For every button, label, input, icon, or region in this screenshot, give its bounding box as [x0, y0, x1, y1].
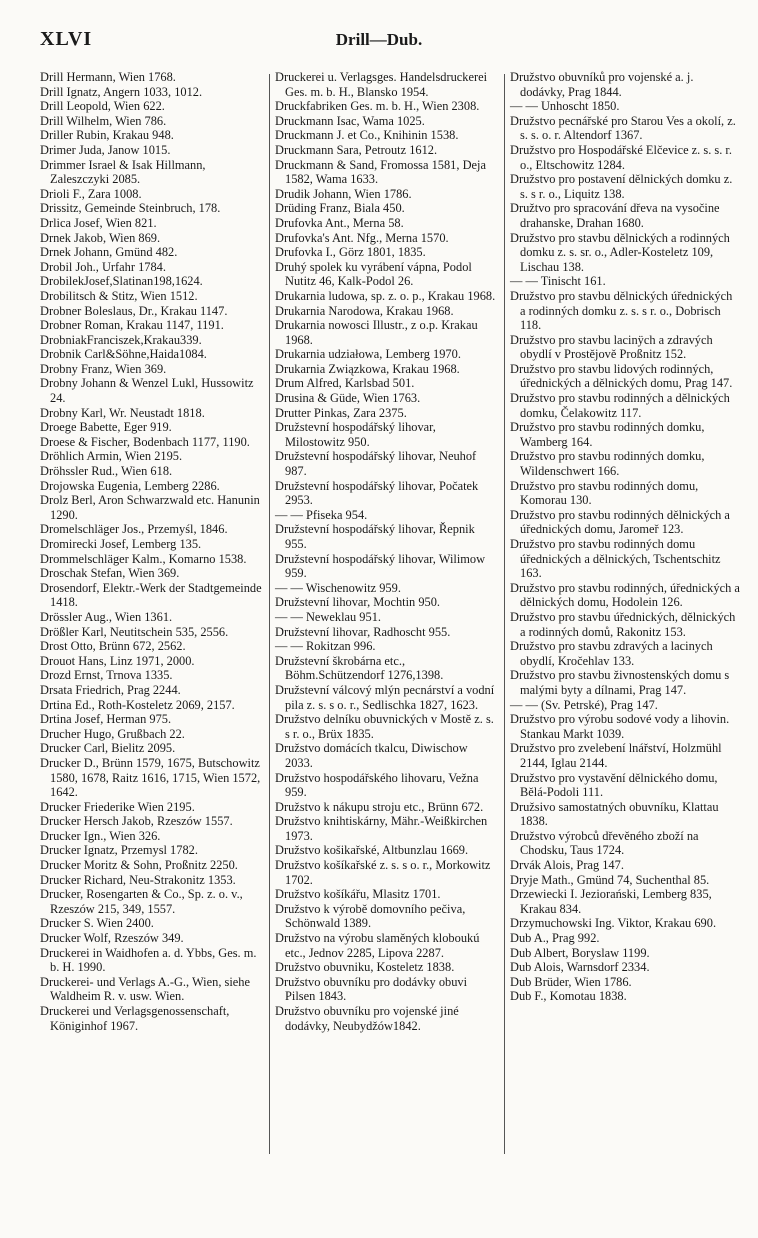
- directory-entry: Družstvo domácích tkalcu, Diwischow 2033.: [275, 741, 468, 770]
- directory-entry: Druckfabriken Ges. m. b. H., Wien 2308.: [275, 99, 480, 114]
- directory-entry: Družstevní hospodářský lihovar, Řepnik 955.: [275, 522, 475, 551]
- directory-entry: Družstvo pro stavbu lacinÿch a zdravých obydlí v Prostějově Proßnitz 152.: [510, 332, 713, 362]
- directory-entry: Druckmann J. et Co., Knihinin 1538.: [275, 128, 459, 143]
- directory-entry: Družstvo košíkařské z. s. s o. r., Morkowitz 1702.: [275, 858, 491, 887]
- directory-entry: Drucker Wolf, Rzeszów 349.: [40, 931, 184, 946]
- directory-entry: Dub Brüder, Wien 1786.: [510, 974, 632, 989]
- directory-entry: Drucker Richard, Neu-Strakonitz 1353.: [40, 872, 236, 887]
- directory-entry: Drusina & Güde, Wien 1763.: [275, 391, 421, 406]
- directory-entry: — — Rokitzan 996.: [275, 639, 376, 654]
- directory-entry: Dröhlich Armin, Wien 2195.: [40, 449, 183, 464]
- directory-entry: Druckerei u. Verlagsges. Handelsdruckerei Ges. m. b. H., Blansko 1954.: [275, 70, 488, 99]
- directory-entry: Druckmann Sara, Petroutz 1612.: [275, 142, 438, 157]
- directory-entry: Družstvo košíkářu, Mlasitz 1701.: [275, 887, 441, 902]
- directory-entry: Družstvo obuvníku pro vojenské jiné dodávky, Neubydžów1842.: [275, 1004, 459, 1033]
- column-divider: [269, 74, 270, 1154]
- directory-entry: DrobniakFranciszek,Krakau339.: [40, 332, 202, 347]
- directory-entry: Drukarnia ludowa, sp. z. o. p., Krakau 1968.: [275, 288, 496, 303]
- directory-entry: Drufovka Ant., Merna 58.: [275, 215, 404, 230]
- directory-entry: Družstevní hospodářský lihovar, Milostowitz 950.: [275, 420, 436, 449]
- page-header: [0, 28, 758, 58]
- directory-entry: Droege Babette, Eger 919.: [40, 420, 172, 435]
- directory-entry: Drukarnia Związkowa, Krakau 1968.: [275, 361, 460, 376]
- column-2: [275, 70, 497, 1033]
- directory-entry: — — Tinischt 161.: [510, 274, 606, 289]
- directory-entry: Drzewiecki I. Jeziorański, Lemberg 835, Krakau 834.: [510, 887, 712, 916]
- directory-entry: Drojowska Eugenia, Lemberg 2286.: [40, 478, 220, 493]
- directory-entry: Drobner Roman, Krakau 1147, 1191.: [40, 318, 224, 333]
- directory-entry: Dryje Math., Gmünd 74, Suchenthal 85.: [510, 872, 710, 887]
- directory-entry: Družstvo obuvníku pro dodávky obuvi Pilsen 1843.: [275, 974, 468, 1004]
- directory-entry: Družstvo pro stavbu úřednických, dělnických a rodinných domů, Rakonitz 153.: [510, 609, 736, 639]
- directory-entry: Drost Otto, Brünn 672, 2562.: [40, 639, 186, 654]
- directory-entry: Drvák Alois, Prag 147.: [510, 858, 624, 873]
- directory-entry: Družstvo pro stavbu zdravých a lacinych obydlí, Kročehlav 133.: [510, 639, 713, 668]
- directory-entry: Drobny Karl, Wr. Neustadt 1818.: [40, 405, 205, 420]
- directory-entry: Drill Leopold, Wien 622.: [40, 99, 165, 114]
- column-1: [40, 70, 262, 1033]
- directory-entry: Družstevní válcový mlýn pecnárství a vodní pila z. s. s o. r., Sedlischka 1827, 1623.: [275, 682, 495, 712]
- directory-entry: Drobil Joh., Urfahr 1784.: [40, 259, 166, 274]
- directory-entry: Družstvo pro stavbu rodinných domku, Wildenschwert 166.: [510, 449, 705, 479]
- directory-entry: Dromirecki Josef, Lemberg 135.: [40, 537, 202, 551]
- directory-entry: Drukarnia Narodowa, Krakau 1968.: [275, 303, 454, 318]
- directory-entry: Družstvo pro stavbu rodinných, úřednických a dělnických domu, Hodolein 126.: [510, 580, 740, 610]
- directory-entry: DrobilekJosef,Slatinan198,1624.: [40, 274, 203, 289]
- directory-entry: Drufovka I., Görz 1801, 1835.: [275, 245, 426, 260]
- directory-entry: Drolz Berl, Aron Schwarzwald etc. Hanunin 1290.: [40, 493, 260, 522]
- running-title: Drill—Dub.: [335, 30, 423, 49]
- directory-entry: Družstevní lihovar, Mochtin 950.: [275, 595, 441, 610]
- directory-entry: Drobny Johann & Wenzel Lukl, Hussowitz 24.: [40, 376, 254, 406]
- directory-entry: Družstvo pro stavbu živnostenských domu s malými byty a dílnami, Prag 147.: [510, 668, 730, 697]
- directory-entry: Drimmer Israel & Isak Hillmann, Zaleszczyki 2085.: [40, 157, 206, 187]
- directory-entry: Drucker Hersch Jakob, Rzeszów 1557.: [40, 814, 233, 829]
- directory-entry: Droschak Stefan, Wien 369.: [40, 566, 180, 581]
- directory-entry: Dub A., Prag 992.: [510, 931, 600, 946]
- column-divider: [504, 74, 505, 1154]
- directory-entry: Družstvo obuvniku, Kosteletz 1838.: [275, 960, 455, 975]
- directory-entry: Družstvo košikařské, Altbunzlau 1669.: [275, 843, 469, 858]
- directory-entry: Drucher Hugo, Grußbach 22.: [40, 726, 185, 741]
- directory-entry: Drössler Aug., Wien 1361.: [40, 609, 173, 624]
- directory-entry: Drucker, Rosengarten & Co., Sp. z. o. v., Rzeszów 215, 349, 1557.: [40, 887, 243, 916]
- directory-entry: Drutter Pinkas, Zara 2375.: [275, 405, 407, 420]
- directory-entry: Druckerei in Waidhofen a. d. Ybbs, Ges. m. b. H. 1990.: [40, 945, 257, 975]
- directory-entry: Družstevní hospodářský lihovar, Wilimow 959.: [275, 551, 486, 581]
- directory-entry: Drimer Juda, Janow 1015.: [40, 142, 171, 157]
- directory-entry: Drioli F., Zara 1008.: [40, 186, 142, 201]
- directory-entry: Družstvo pro výrobu sodové vody a lihovin. Stankau Markt 1039.: [510, 712, 730, 741]
- directory-entry: Družstvo výrobců dřevěného zboží na Chodsku, Taus 1724.: [510, 828, 699, 858]
- directory-entry: Drissitz, Gemeinde Steinbruch, 178.: [40, 201, 221, 216]
- directory-entry: Dromelschläger Jos., Przemyśl, 1846.: [40, 522, 228, 537]
- directory-entry: Družstvo knihtiskárny, Mähr.-Weißkirchen 1973.: [275, 814, 488, 843]
- directory-entry: Drobny Franz, Wien 369.: [40, 361, 167, 376]
- directory-entry: Drucker Moritz & Sohn, Proßnitz 2250.: [40, 858, 238, 873]
- directory-entry: — — Unhoscht 1850.: [510, 99, 620, 114]
- directory-entry: Drosendorf, Elektr.-Werk der Stadtgemeinde 1418.: [40, 580, 262, 610]
- directory-entry: Družstevní hospodářský lihovar, Počatek 2953.: [275, 478, 479, 508]
- directory-entry: Drucker Friederike Wien 2195.: [40, 799, 195, 814]
- directory-entry: Družstvo na výrobu slaměných kloboukú etc., Jednov 2285, Lipova 2287.: [275, 931, 480, 960]
- directory-entry: Drill Wilhelm, Wien 786.: [40, 113, 167, 128]
- directory-entry: Družstvo pro stavbu rodinných a dělnických domku, Čelakowitz 117.: [510, 391, 730, 420]
- directory-entry: — — Wischenowitz 959.: [275, 580, 401, 595]
- directory-entry: Dub Alois, Warnsdorf 2334.: [510, 960, 650, 975]
- directory-entry: Drukarnia nowosci Illustr., z o.p. Krakau 1968.: [275, 318, 478, 347]
- directory-entry: Družstvo pro postavení dělnických domku z. s. s r. o., Liquitz 138.: [510, 172, 733, 201]
- directory-entry: Drucker Ignatz, Przemysl 1782.: [40, 843, 198, 858]
- directory-entry: Dub F., Komotau 1838.: [510, 989, 627, 1004]
- directory-entry: Družstvo hospodářského lihovaru, Vežna 959.: [275, 770, 479, 800]
- directory-entry: Drommelschläger Kalm., Komarno 1538.: [40, 551, 247, 566]
- directory-entry: Drtina Josef, Herman 975.: [40, 712, 172, 727]
- directory-entry: Družstvo pro zvelebení lnářství, Holzmühl 2144, Iglau 2144.: [510, 741, 722, 770]
- directory-columns: [40, 70, 740, 1230]
- directory-entry: Drtina Ed., Roth-Kosteletz 2069, 2157.: [40, 697, 235, 712]
- directory-entry: Družstvo pro vystavění dělnického domu, Bělá-Podoli 111.: [510, 770, 718, 800]
- directory-entry: — — Pfiseka 954.: [275, 507, 368, 522]
- column-3: [510, 70, 740, 1004]
- directory-entry: Drucker Carl, Bielitz 2095.: [40, 741, 176, 756]
- directory-entry: Drukarnia udziałowa, Lemberg 1970.: [275, 347, 461, 362]
- directory-entry: Drozd Ernst, Trnova 1335.: [40, 668, 173, 683]
- directory-entry: Družstevní škrobárna etc., Böhm.Schützendorf 1276,1398.: [275, 653, 444, 683]
- directory-entry: Drobner Boleslaus, Dr., Krakau 1147.: [40, 303, 228, 318]
- directory-entry: Drudik Johann, Wien 1786.: [275, 186, 412, 201]
- directory-entry: Družstvo k nákupu stroju etc., Brünn 672.: [275, 799, 484, 814]
- directory-entry: — — (Sv. Petrské), Prag 147.: [510, 697, 658, 712]
- directory-entry: Družstvo pro stavbu dělnických úřednických a rodinných domku z. s. s r. o., Dobrisch 118.: [510, 288, 733, 333]
- directory-entry: Dröhssler Rud., Wien 618.: [40, 464, 173, 479]
- directory-entry: Družstvo pro stavbu dělnických a rodinných domku z. s. sr. o., Adler-Kosteletz 109, Lischau 138.: [510, 230, 730, 274]
- directory-entry: Družstvo pro Hospodářské Elčevice z. s. s. r. o., Eltschowitz 1284.: [510, 142, 732, 172]
- directory-entry: Drouot Hans, Linz 1971, 2000.: [40, 653, 195, 668]
- directory-entry: Drzymuchowski Ing. Viktor, Krakau 690.: [510, 916, 717, 931]
- directory-entry: Drobilitsch & Stitz, Wien 1512.: [40, 288, 198, 303]
- directory-entry: Drucker D., Brünn 1579, 1675, Butschowitz 1580, 1678, Raitz 1616, 1715, Wien 1572, 1642.: [40, 755, 261, 800]
- directory-entry: Driller Rubin, Krakau 948.: [40, 128, 174, 143]
- directory-entry: Družsivo samostatných obuvníku, Klattau 1838.: [510, 799, 719, 829]
- directory-entry: Druckmann & Sand, Fromossa 1581, Deja 1582, Wama 1633.: [275, 157, 486, 187]
- directory-entry: Druckmann Isac, Wama 1025.: [275, 113, 425, 128]
- directory-entry: Drobnik Carl&Söhne,Haida1084.: [40, 347, 207, 362]
- page-number: XLVI: [40, 28, 93, 50]
- directory-entry: Družstvo pro stavbu rodinných domku, Wamberg 164.: [510, 420, 705, 449]
- directory-entry: Druckerei und Verlagsgenossenschaft, Königinhof 1967.: [40, 1004, 230, 1033]
- directory-entry: Družstvo k výrobě domovního pečiva, Schönwald 1389.: [275, 901, 466, 931]
- directory-entry: — — Neweklau 951.: [275, 609, 381, 624]
- directory-entry: Družstvo pro stavbu rodinných dělnických a úřednických domu, Jaromeř 123.: [510, 507, 730, 537]
- directory-entry: Drüding Franz, Biala 450.: [275, 201, 405, 216]
- directory-entry: Droese & Fischer, Bodenbach 1177, 1190.: [40, 434, 250, 449]
- directory-entry: Družstvo pro stavbu rodinných domu, Komorau 130.: [510, 478, 699, 508]
- directory-entry: Drößler Karl, Neutitschein 535, 2556.: [40, 624, 229, 639]
- directory-entry: Družstvo pro stavbu rodinných domu úřednických a dělnických, Tschentschitz 163.: [510, 537, 721, 581]
- directory-entry: Druckerei- und Verlags A.-G., Wien, siehe Waldheim R. v. usw. Wien.: [40, 974, 250, 1004]
- directory-entry: Družstevní hospodářský lihovar, Neuhof 987.: [275, 449, 477, 479]
- directory-entry: Drsata Friedrich, Prag 2244.: [40, 682, 181, 697]
- directory-entry: Družtvo pro spracování dřeva na vysočine drahanske, Drahan 1680.: [510, 201, 720, 230]
- directory-entry: Druhý spolek ku vyrábení vápna, Podol Nutitz 46, Kalk-Podol 26.: [275, 259, 472, 289]
- directory-entry: Drufovka's Ant. Nfg., Merna 1570.: [275, 230, 449, 245]
- directory-entry: Družstvo pro stavbu lidových rodinných, úřednických a dělnických domu, Prag 147.: [510, 361, 733, 391]
- directory-entry: Drucker S. Wien 2400.: [40, 916, 154, 931]
- directory-entry: Družstvo pecnářské pro Starou Ves a okolí, z. s. s. o. r. Altendorf 1367.: [510, 113, 736, 143]
- directory-entry: Drnek Johann, Gmünd 482.: [40, 245, 178, 260]
- directory-entry: Drnek Jakob, Wien 869.: [40, 230, 161, 245]
- directory-entry: Drum Alfred, Karlsbad 501.: [275, 376, 415, 391]
- directory-entry: Drlica Josef, Wien 821.: [40, 215, 157, 230]
- directory-entry: Drucker Ign., Wien 326.: [40, 828, 161, 843]
- directory-entry: Drill Ignatz, Angern 1033, 1012.: [40, 84, 203, 99]
- directory-entry: Dub Albert, Boryslaw 1199.: [510, 945, 650, 960]
- directory-entry: Družstvo delníku obuvnických v Mostě z. s. s r. o., Brüx 1835.: [275, 712, 494, 741]
- directory-entry: Družstevní lihovar, Radhoscht 955.: [275, 624, 451, 639]
- directory-entry: Družstvo obuvníků pro vojenské a. j. dodávky, Prag 1844.: [510, 70, 694, 99]
- directory-entry: Drill Hermann, Wien 1768.: [40, 70, 176, 84]
